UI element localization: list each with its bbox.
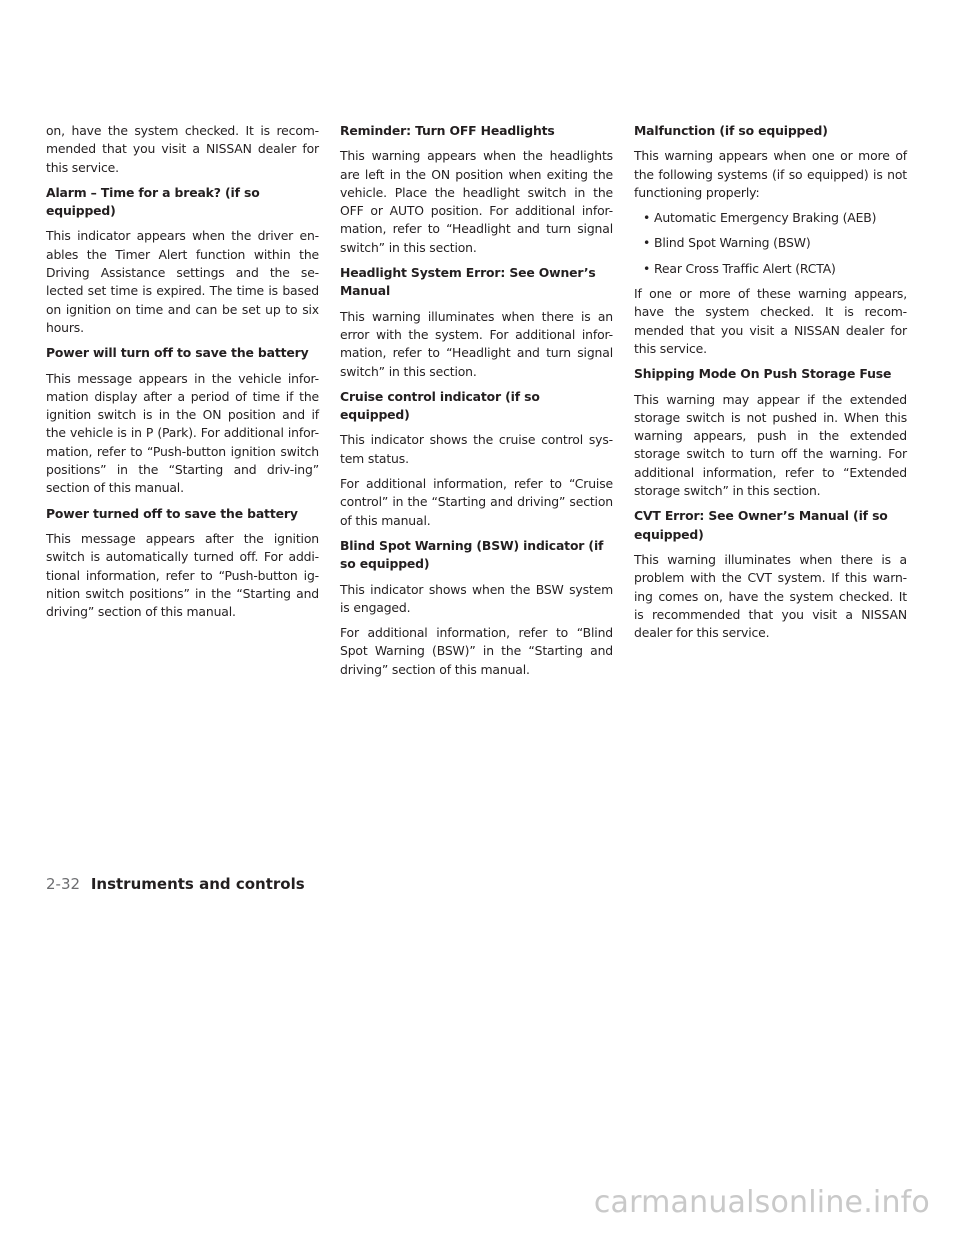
- body-paragraph: This warning appears when one or more of the following systems (if so equipped) is not functioning properly:: [634, 148, 907, 200]
- middle-column: [340, 122, 613, 686]
- section-heading: Alarm – Time for a break? (if so equipped): [46, 184, 260, 219]
- footer-section-title: Instruments and controls: [90, 875, 305, 893]
- section-heading: Power will turn off to save the battery: [46, 345, 309, 361]
- bullet-item: [634, 234, 907, 252]
- body-paragraph: on, have the system checked. It is recom-mended that you visit a NISSAN dealer for this service.: [46, 123, 319, 175]
- body-paragraph: This indicator appears when the driver en-ables the Timer Alert function within the Driving Assistance settings and the se-lected set time is expired. The time is based on ignition on time and can be set up to six hours.: [46, 228, 319, 335]
- section-heading: Cruise control indicator (if so equipped): [340, 388, 540, 423]
- right-column: [634, 122, 907, 649]
- body-paragraph: This warning appears when the headlights are left in the ON position when exiting the vehicle. Place the headlight switch in the OFF or AUTO position. For additional infor-mation, refer to “Headlight and turn signal switch” in this section.: [340, 148, 613, 255]
- body-paragraph: For additional information, refer to “Cruise control” in the “Starting and driving” section of this manual.: [340, 476, 613, 528]
- bullet-icon: •: [643, 235, 651, 251]
- section-heading: Headlight System Error: See Owner’s Manual: [340, 265, 596, 299]
- body-paragraph: This indicator shows when the BSW system is engaged.: [340, 581, 613, 615]
- bullet-text: Automatic Emergency Braking (AEB): [654, 210, 877, 226]
- bullet-item: [634, 260, 907, 278]
- section-heading: Power turned off to save the battery: [46, 505, 298, 521]
- bullet-text: Blind Spot Warning (BSW): [654, 235, 811, 251]
- watermark: carmanualsonline.info: [593, 1185, 930, 1220]
- left-column: [46, 122, 319, 628]
- bullet-icon: •: [643, 260, 651, 276]
- bullet-text: Rear Cross Traffic Alert (RCTA): [654, 260, 836, 276]
- body-paragraph: This warning illuminates when there is a problem with the CVT system. If this warn-ing comes on, have the system checked. It is recommended that you visit a NISSAN dealer for this service.: [634, 551, 907, 641]
- section-heading: Reminder: Turn OFF Headlights: [340, 123, 555, 138]
- section-heading: Malfunction (if so equipped): [634, 123, 828, 138]
- section-heading: CVT Error: See Owner’s Manual (if so equipped): [634, 508, 888, 542]
- section-heading: Blind Spot Warning (BSW) indicator (if so equipped): [340, 537, 604, 572]
- body-paragraph: If one or more of these warning appears, have the system checked. It is recom-mended that you visit a NISSAN dealer for this service.: [634, 286, 907, 356]
- body-paragraph: This warning illuminates when there is an error with the system. For additional infor-mation, refer to “Headlight and turn signal switch” in this section.: [340, 308, 613, 379]
- bullet-list: [634, 209, 907, 278]
- body-paragraph: This warning may appear if the extended storage switch is not pushed in. When this warning appears, push in the extended storage switch to turn off the warning. For additional information, refer to “Extended storage switch” in this section.: [634, 391, 907, 499]
- bullet-icon: •: [643, 210, 651, 226]
- body-paragraph: This indicator shows the cruise control sys-tem status.: [340, 432, 613, 466]
- page-footer: [46, 874, 305, 894]
- page-number: 2-32: [46, 875, 81, 893]
- section-heading: Shipping Mode On Push Storage Fuse: [634, 366, 892, 382]
- body-paragraph: For additional information, refer to “Blind Spot Warning (BSW)” in the “Starting and driving” section of this manual.: [340, 625, 613, 677]
- bullet-item: [634, 209, 907, 227]
- body-paragraph: This message appears after the ignition switch is automatically turned off. For addi-tional information, refer to “Push-button ig-nition switch positions” in the “Starting and driving” section of this manual.: [46, 530, 319, 620]
- body-paragraph: This message appears in the vehicle infor-mation display after a period of time if the ignition switch is in the ON position and if the vehicle is in P (Park). For additional infor-mation, refer to “Push-button ignition switch positions” in the “Starting and driv-ing” section of this manual.: [46, 370, 319, 496]
